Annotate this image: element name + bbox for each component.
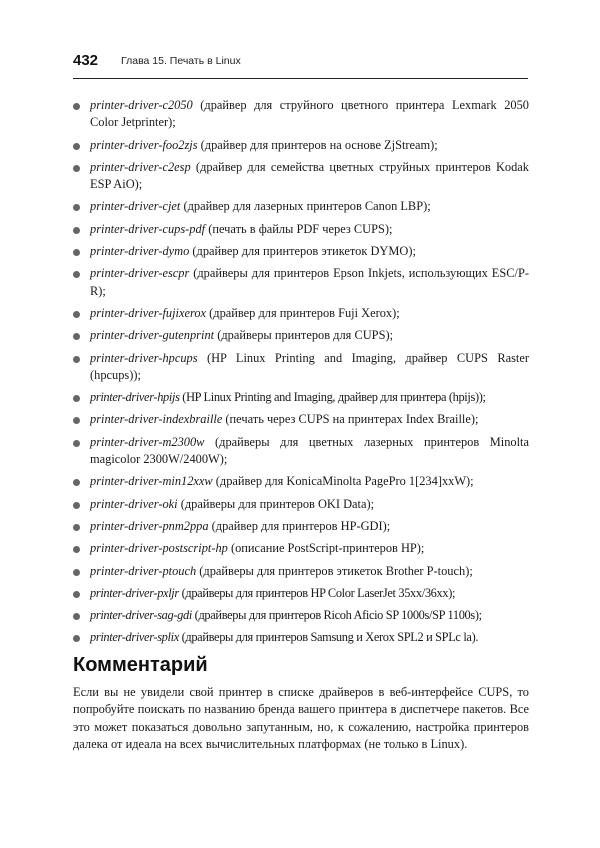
list-item <box>73 629 529 646</box>
page-header <box>73 52 528 79</box>
package-description: (драйвер для принтеров Fuji Xerox); <box>206 305 400 320</box>
package-name: printer-driver-oki <box>90 496 178 511</box>
bullet-icon <box>73 165 80 172</box>
package-name: printer-driver-indexbraille <box>90 412 223 427</box>
list-item <box>73 540 529 557</box>
bullet-icon <box>73 249 80 256</box>
list-item <box>73 434 529 469</box>
list-item <box>73 305 529 322</box>
list-item <box>73 97 529 132</box>
package-description: (драйверы для принтеров Samsung и Xerox SPL2 и SPLc la). <box>178 630 479 645</box>
list-item <box>73 585 529 602</box>
list-item <box>73 137 529 154</box>
package-description: (HP Linux Printing and Imaging, драйвер для принтера (hpijs)); <box>179 390 486 405</box>
bullet-icon <box>73 479 80 486</box>
bullet-icon <box>73 356 80 363</box>
bullet-icon <box>73 524 80 531</box>
list-item <box>73 518 529 535</box>
list-item <box>73 327 529 344</box>
package-name: printer-driver-gutenprint <box>90 328 215 343</box>
package-description: (драйвер для принтеров HP-GDI); <box>208 518 391 533</box>
list-item <box>73 265 529 300</box>
list-item <box>73 411 529 428</box>
bullet-icon <box>73 204 80 211</box>
bullet-icon <box>73 103 80 110</box>
package-description: (драйверы для цветных лазерных принтеров Minolta magicolor 2300W/2400W); <box>90 434 529 467</box>
package-name: printer-driver-c2050 <box>90 98 193 112</box>
bullet-icon <box>73 546 80 553</box>
package-name: printer-driver-foo2zjs <box>90 137 198 152</box>
list-item <box>73 496 529 513</box>
list-item <box>73 389 529 406</box>
package-name: printer-driver-cjet <box>90 199 181 214</box>
package-description: (драйверы для принтеров этикеток Brother P-touch); <box>196 563 473 578</box>
package-name: printer-driver-pnm2ppa <box>90 518 209 533</box>
package-name: printer-driver-hpcups <box>90 350 198 365</box>
package-name: printer-driver-splix <box>90 630 179 645</box>
bullet-icon <box>73 569 80 576</box>
bullet-icon <box>73 227 80 234</box>
package-name: printer-driver-hpijs <box>90 390 180 405</box>
package-description: (HP Linux Printing and Imaging, драйвер CUPS Raster (hpcups)); <box>90 350 529 382</box>
package-description: (драйверы для принтеров Ricoh Aficio SP 1000s/SP 1100s); <box>191 608 482 623</box>
package-description: (печать в файлы PDF через CUPS); <box>205 221 393 236</box>
package-name: printer-driver-min12xxw <box>90 474 213 489</box>
package-name: printer-driver-ptouch <box>90 563 197 578</box>
package-description: (драйверы для принтеров HP Color LaserJet 35xx/36xx); <box>178 585 456 600</box>
bullet-icon <box>73 635 80 642</box>
bullet-icon <box>73 591 80 598</box>
package-description: (драйверы для принтеров OKI Data); <box>177 496 375 511</box>
list-item <box>73 473 529 490</box>
package-description: (драйверы принтеров для CUPS); <box>214 328 394 343</box>
comment-paragraph: Если вы не увидели свой принтер в списке драйверов в веб-интерфейсе CUPS, то попробуйте поискать по названию бренда вашего принтера в диспетчере пакетов. Все это может показаться довольно запутанным, но, к сожалению, настройка принтеров далека от идеала на всех вычислительных платформах (не только в Linux). <box>73 685 529 751</box>
package-name: printer-driver-cups-pdf <box>90 221 206 236</box>
bullet-icon <box>73 271 80 278</box>
page-number: 432 <box>73 52 99 69</box>
section-title: Комментарий <box>73 654 208 676</box>
package-name: printer-driver-sag-gdi <box>90 608 192 623</box>
package-description: (драйвер для KonicaMinolta PagePro 1[234]xxW); <box>212 474 474 489</box>
package-description: (драйвер для принтеров на основе ZjStream); <box>197 137 438 152</box>
package-description: (драйвер для принтеров этикеток DYMO); <box>189 244 416 259</box>
package-description: (печать через CUPS на принтерах Index Braille); <box>222 412 479 427</box>
package-name: printer-driver-pxljr <box>90 585 179 600</box>
package-name: printer-driver-m2300w <box>90 434 205 449</box>
driver-list <box>73 97 529 652</box>
bullet-icon <box>73 502 80 509</box>
list-item <box>73 607 529 624</box>
package-name: printer-driver-dymo <box>90 244 190 259</box>
package-description: (описание PostScript-принтеров HP); <box>227 541 425 556</box>
running-head: Глава 15. Печать в Linux <box>121 55 241 67</box>
package-name: printer-driver-escpr <box>90 266 190 281</box>
bullet-icon <box>73 417 80 424</box>
list-item <box>73 563 529 580</box>
list-item <box>73 198 529 215</box>
bullet-icon <box>73 613 80 620</box>
bullet-icon <box>73 440 80 447</box>
package-description: (драйвер для лазерных принтеров Canon LBP); <box>180 199 431 214</box>
package-description: (драйвер для струйного цветного принтера Lexmark 2050 Color Jetprinter); <box>90 98 529 130</box>
package-name: printer-driver-c2esp <box>90 159 191 174</box>
bullet-icon <box>73 143 80 150</box>
bullet-icon <box>73 311 80 318</box>
list-item <box>73 159 529 194</box>
package-name: printer-driver-fujixerox <box>90 305 207 320</box>
package-description: (драйвер для семейства цветных струйных принтеров Kodak ESP AiO); <box>90 159 529 192</box>
list-item <box>73 221 529 238</box>
list-item <box>73 350 529 385</box>
package-name: printer-driver-postscript-hp <box>90 541 228 556</box>
package-description: (драйверы для принтеров Epson Inkjets, использующих ESC/P-R); <box>90 266 529 298</box>
bullet-icon <box>73 395 80 402</box>
bullet-icon <box>73 333 80 340</box>
list-item <box>73 243 529 260</box>
